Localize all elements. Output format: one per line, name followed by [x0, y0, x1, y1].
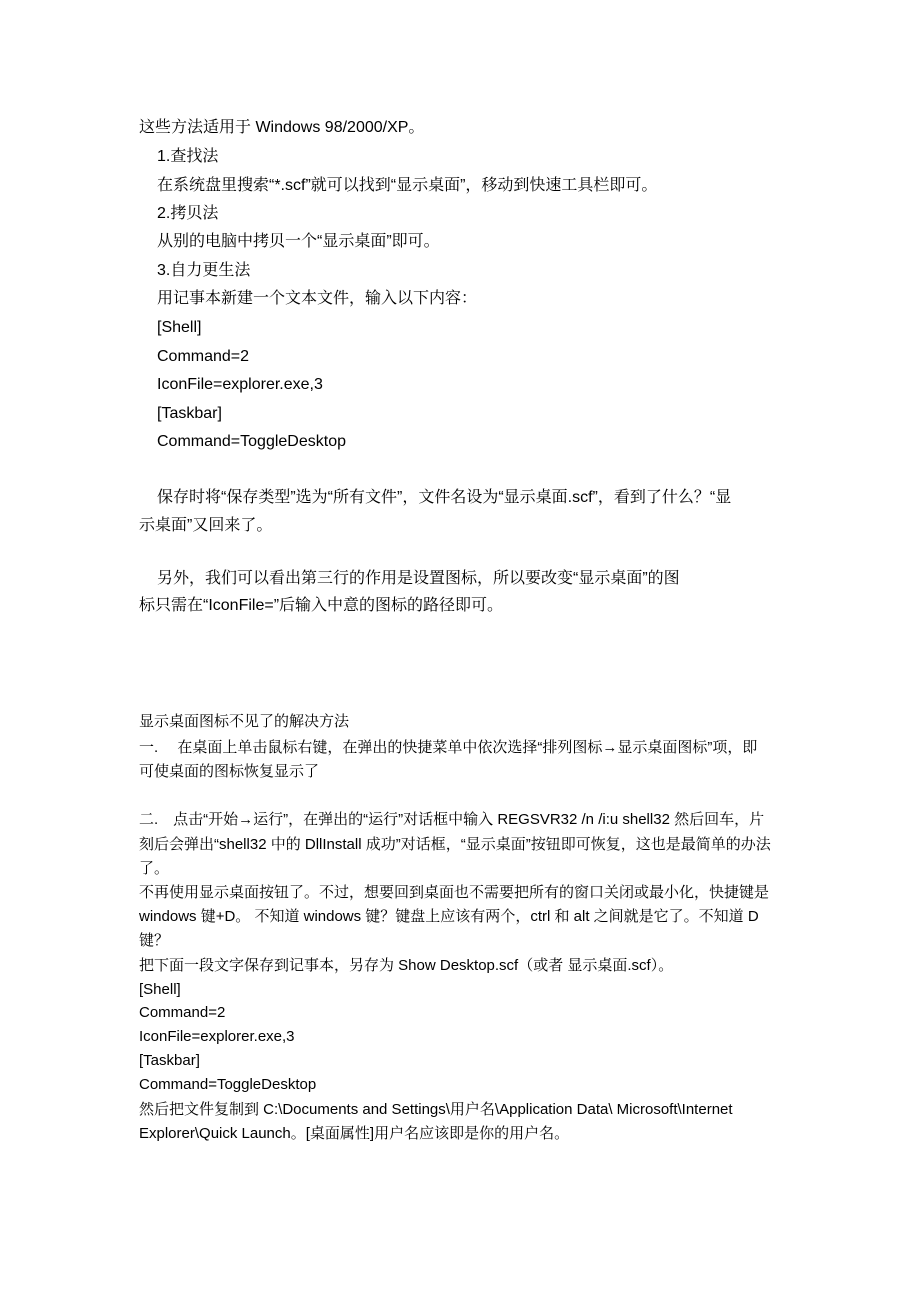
text-line: 二. 点击“开始→运行”，在弹出的“运行”对话框中输入 REGSVR32 /n /i:u shell32 然后回车，片 — [139, 811, 765, 828]
text-line: [Taskbar] — [139, 1052, 200, 1069]
text-line: 2.拷贝法 — [157, 205, 219, 222]
text-line: Command=2 — [157, 348, 250, 365]
text-line: 不再使用显示桌面按钮了。不过，想要回到桌面也不需要把所有的窗口关闭或最小化，快捷键是 — [139, 884, 770, 901]
text-line: IconFile=explorer.exe,3 — [157, 376, 323, 393]
text-line: 从别的电脑中拷贝一个“显示桌面”即可。 — [157, 233, 440, 250]
text-line: 另外，我们可以看出第三行的作用是设置图标，所以要改变“显示桌面”的图 — [157, 570, 680, 587]
text-line: 然后把文件复制到 C:\Documents and Settings\用户名\Application Data\ Microsoft\Internet — [139, 1101, 733, 1118]
section-heading: 显示桌面图标不见了的解决方法 — [139, 713, 350, 730]
text-line: 标只需在“IconFile=”后输入中意的图标的路径即可。 — [139, 597, 504, 614]
text-line: windows 键+D。 不知道 windows 键？键盘上应该有两个，ctrl 和 alt 之间就是它了。不知道 D — [139, 908, 759, 925]
text-line: [Shell] — [157, 319, 202, 336]
text-line: 保存时将“保存类型”选为“所有文件”，文件名设为“显示桌面.scf”，看到了什么？“显 — [157, 489, 732, 506]
text-line: 3.自力更生法 — [157, 262, 251, 279]
text-line: Command=ToggleDesktop — [157, 433, 346, 450]
text-line: [Shell] — [139, 981, 181, 998]
text-line: 一. 在桌面上单击鼠标右键，在弹出的快捷菜单中依次选择“排列图标→显示桌面图标”项，即 — [139, 739, 758, 756]
text-line: 1.查找法 — [157, 148, 219, 165]
text-line: 把下面一段文字保存到记事本，另存为 Show Desktop.scf（或者 显示桌面.scf）。 — [139, 957, 674, 974]
text-line: 刻后会弹出“shell32 中的 DllInstall 成功”对话框，“显示桌面”按钮即可恢复，这也是最简单的办法 — [139, 836, 771, 853]
text-line: Command=2 — [139, 1004, 226, 1021]
text-line: 用记事本新建一个文本文件，输入以下内容： — [157, 290, 478, 307]
text-line: 示桌面”又回来了。 — [139, 517, 273, 534]
text-line: IconFile=explorer.exe,3 — [139, 1028, 295, 1045]
text-line: Explorer\Quick Launch。[桌面属性]用户名应该即是你的用户名。 — [139, 1125, 570, 1142]
text-line: 在系统盘里搜索“*.scf”就可以找到“显示桌面”，移动到快速工具栏即可。 — [157, 177, 658, 194]
text-line: [Taskbar] — [157, 405, 222, 422]
text-line: 了。 — [139, 860, 170, 877]
text-line: 键？ — [139, 932, 170, 949]
text-line: 可使桌面的图标恢复显示了 — [139, 763, 320, 780]
text-line: 这些方法适用于 Windows 98/2000/XP。 — [139, 119, 425, 136]
text-line: Command=ToggleDesktop — [139, 1076, 317, 1093]
